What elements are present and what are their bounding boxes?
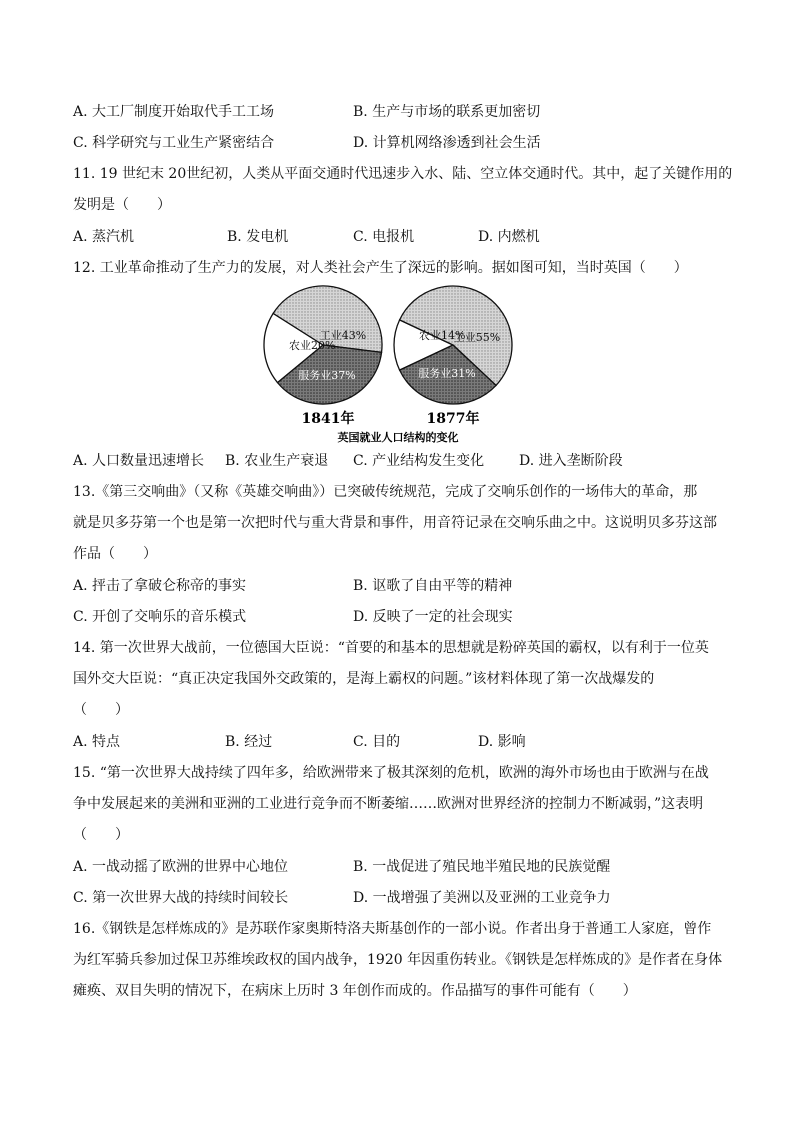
question-13-stem-line3: 作品（ ） xyxy=(73,546,157,562)
option-c[interactable]: C. 开创了交响乐的音乐模式 xyxy=(73,609,247,625)
question-11-stem-line1: 11. 19 世纪末 20世纪初，人类从平面交通时代迅速步入水、陆、空立体交通时代。其中，起了关键作用的 xyxy=(73,166,733,182)
pie-slice-label: 农业20% xyxy=(289,339,336,352)
question-15-stem-line2: 争中发展起来的美洲和亚洲的工业进行竞争而不断萎缩……欧洲对世界经济的控制力不断减弱，”这表明 xyxy=(73,796,704,812)
option-c[interactable]: C. 目的 xyxy=(353,734,401,750)
question-12-stem: 12. 工业革命推动了生产力的发展，对人类社会产生了深远的影响。据如图可知，当时英国（ ） xyxy=(73,260,688,276)
option-d[interactable]: D. 进入垄断阶段 xyxy=(519,453,623,469)
chart-caption: 英国就业人口结构的变化 xyxy=(337,431,459,444)
employment-structure-pie-charts xyxy=(262,284,534,450)
option-c[interactable]: C. 电报机 xyxy=(353,229,415,245)
question-16-stem-line2: 为红军骑兵参加过保卫苏维埃政权的国内战争，1920 年因重伤转业。《钢铁是怎样炼成的》是作者在身体 xyxy=(73,952,723,968)
question-16-stem-line3: 瘫痪、双目失明的情况下，在病床上历时 3 年创作而成的。作品描写的事件可能有（ ） xyxy=(73,983,637,999)
option-c[interactable]: C. 科学研究与工业生产紧密结合 xyxy=(73,135,275,151)
pie-slice-label: 工业55% xyxy=(453,331,501,344)
pie-charts-svg xyxy=(262,284,534,450)
option-d[interactable]: D. 一战增强了美洲以及亚洲的工业竞争力 xyxy=(353,890,611,906)
question-14-stem-line2: 国外交大臣说：“真正决定我国外交政策的，是海上霸权的问题。”该材料体现了第一次战爆发的 xyxy=(73,671,655,687)
option-c[interactable]: C. 产业结构发生变化 xyxy=(353,453,485,469)
pie-slice-label: 服务业31% xyxy=(418,367,476,380)
option-b[interactable]: B. 经过 xyxy=(225,734,273,750)
option-b[interactable]: B. 发电机 xyxy=(227,229,289,245)
option-b[interactable]: B. 生产与市场的联系更加密切 xyxy=(353,104,541,120)
question-15-stem-line1: 15. “第一次世界大战持续了四年多，给欧洲带来了极其深刻的危机，欧洲的海外市场也由于欧洲与在战 xyxy=(73,765,709,781)
option-b[interactable]: B. 一战促进了殖民地半殖民地的民族觉醒 xyxy=(353,859,611,875)
question-11-stem-line2: 发明是（ ） xyxy=(73,197,171,213)
option-a[interactable]: A. 特点 xyxy=(73,734,121,750)
option-d[interactable]: D. 影响 xyxy=(478,734,526,750)
question-14-stem-line3: （ ） xyxy=(73,702,129,718)
option-d[interactable]: D. 反映了一定的社会现实 xyxy=(353,609,513,625)
option-b[interactable]: B. 农业生产衰退 xyxy=(225,453,329,469)
option-a[interactable]: A. 蒸汽机 xyxy=(73,229,135,245)
option-b[interactable]: B. 讴歌了自由平等的精神 xyxy=(353,578,513,594)
question-13-stem-line2: 就是贝多芬第一个也是第一次把时代与重大背景和事件，用音符记录在交响乐曲之中。这说明贝多芬这部 xyxy=(73,515,717,531)
pie-year-label: 1841年 xyxy=(301,411,355,427)
option-a[interactable]: A. 抨击了拿破仑称帝的事实 xyxy=(73,578,247,594)
question-15-stem-line3: （ ） xyxy=(73,827,129,843)
option-d[interactable]: D. 计算机网络渗透到社会生活 xyxy=(353,135,541,151)
pie-slice-label: 工业43% xyxy=(319,329,367,342)
pie-slice-label: 农业14% xyxy=(419,329,466,342)
option-a[interactable]: A. 大工厂制度开始取代手工工场 xyxy=(73,104,275,120)
question-13-stem-line1: 13.《第三交响曲》（又称《英雄交响曲》）已突破传统规范，完成了交响乐创作的一场伟大的革命，那 xyxy=(73,484,698,500)
question-14-stem-line1: 14. 第一次世界大战前，一位德国大臣说：“首要的和基本的思想就是粉碎英国的霸权，以有利于一位英 xyxy=(73,640,709,656)
question-16-stem-line1: 16.《钢铁是怎样炼成的》是苏联作家奥斯特洛夫斯基创作的一部小说。作者出身于普通工人家庭，曾作 xyxy=(73,921,712,937)
pie-year-label: 1877年 xyxy=(426,411,480,427)
option-c[interactable]: C. 第一次世界大战的持续时间较长 xyxy=(73,890,289,906)
option-a[interactable]: A. 人口数量迅速增长 xyxy=(73,453,205,469)
pie-slice-label: 服务业37% xyxy=(298,369,356,382)
option-d[interactable]: D. 内燃机 xyxy=(478,229,540,245)
option-a[interactable]: A. 一战动摇了欧洲的世界中心地位 xyxy=(73,859,289,875)
